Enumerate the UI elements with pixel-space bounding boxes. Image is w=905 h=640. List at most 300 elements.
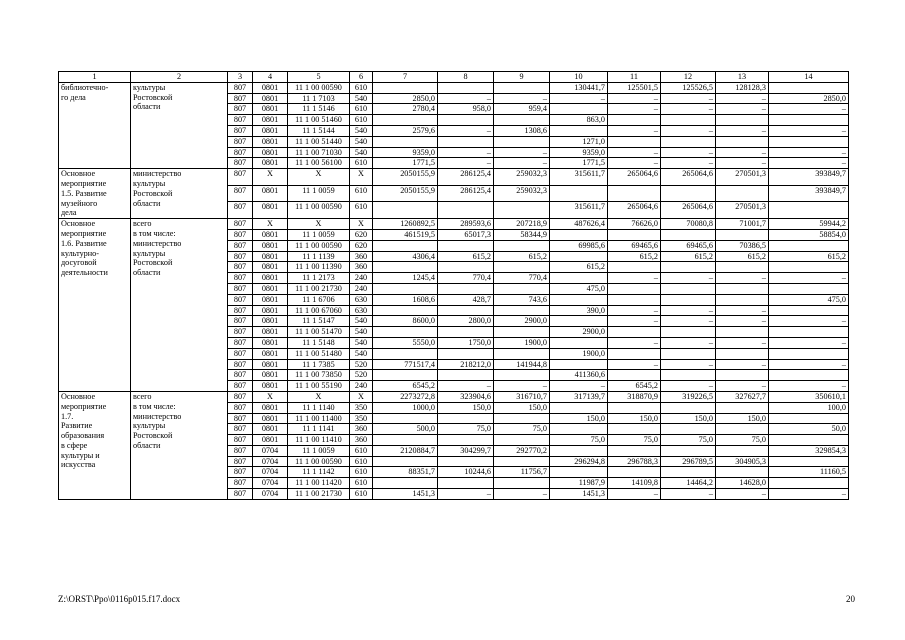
table-cell: 807 [228,413,253,424]
table-cell: 630 [350,294,373,305]
table-cell [438,240,494,251]
table-cell: 0801 [253,413,288,424]
table-cell [716,370,769,381]
table-cell: 360 [350,262,373,273]
table-cell [608,348,661,359]
executor-name: министерство культуры Ростовской области [133,169,182,208]
table-cell: 1900,0 [494,337,550,348]
table-cell: Х [288,219,350,230]
table-cell: 11 1 00 11420 [288,478,350,489]
table-cell: 807 [228,370,253,381]
table-cell: 1451,3 [550,489,608,500]
table-cell [550,424,608,435]
table-cell [769,82,849,93]
table-cell: 807 [228,93,253,104]
table-cell: – [769,316,849,327]
table-cell: – [661,337,716,348]
table-cell: 610 [350,467,373,478]
executor-name: всего в том числе: министерство культуры Ростовской области [133,219,182,278]
table-row [59,219,849,230]
table-cell: 11 1 00 71030 [288,147,350,158]
table-cell: 11 1 00 21730 [288,489,350,500]
table-cell: – [716,273,769,284]
table-cell: 540 [350,337,373,348]
column-number: 8 [438,72,494,83]
table-cell: 0801 [253,294,288,305]
table-cell [550,185,608,202]
table-cell: – [438,158,494,169]
table-cell: Х [253,169,288,186]
table-cell: 141944,8 [494,359,550,370]
table-cell: – [438,93,494,104]
table-cell: 265064,6 [661,202,716,219]
table-cell [661,136,716,147]
table-cell: 75,0 [494,424,550,435]
table-cell: 0801 [253,115,288,126]
table-cell: 807 [228,348,253,359]
table-cell [661,445,716,456]
table-cell: – [608,359,661,370]
table-cell [373,456,438,467]
table-cell [608,229,661,240]
table-cell: 615,2 [550,262,608,273]
table-cell: – [661,93,716,104]
table-cell: 0704 [253,456,288,467]
table-cell: 807 [228,305,253,316]
table-cell: 615,2 [438,251,494,262]
table-cell: 315611,7 [550,169,608,186]
table-cell: – [661,489,716,500]
table-cell [373,413,438,424]
table-cell: 0801 [253,402,288,413]
table-cell: – [438,489,494,500]
table-cell: 461519,5 [373,229,438,240]
table-cell: 14109,8 [608,478,661,489]
table-cell: – [608,93,661,104]
table-cell [494,435,550,446]
table-cell: – [769,359,849,370]
table-cell: 1608,6 [373,294,438,305]
table-cell [438,202,494,219]
table-cell [608,370,661,381]
table-cell: Х [350,219,373,230]
table-cell: 807 [228,169,253,186]
table-cell: 125501,5 [608,82,661,93]
table-cell [661,115,716,126]
table-cell: – [608,125,661,136]
table-cell: – [716,305,769,316]
table-cell: – [716,147,769,158]
table-cell: 11 1 1141 [288,424,350,435]
table-cell [608,262,661,273]
table-cell: 14628,0 [716,478,769,489]
table-cell: 265064,6 [608,169,661,186]
table-cell: 807 [228,381,253,392]
table-cell: – [494,158,550,169]
column-number: 4 [253,72,288,83]
table-cell: 5550,0 [373,337,438,348]
table-cell: 393849,7 [769,185,849,202]
table-cell: 520 [350,370,373,381]
column-number: 2 [131,72,228,83]
table-cell: 259032,3 [494,169,550,186]
table-cell: 240 [350,273,373,284]
table-cell: 0801 [253,147,288,158]
table-cell: 315611,7 [550,202,608,219]
table-cell [438,327,494,338]
table-cell: 11 1 00 00590 [288,202,350,219]
table-cell: 1245,4 [373,273,438,284]
table-cell: 0801 [253,435,288,446]
table-cell [373,202,438,219]
table-cell: – [608,104,661,115]
table-cell: – [769,104,849,115]
table-cell: 150,0 [494,402,550,413]
table-cell [550,104,608,115]
table-cell: 630 [350,305,373,316]
table-cell: 0801 [253,158,288,169]
table-cell: 360 [350,424,373,435]
table-cell: 1900,0 [550,348,608,359]
table-cell: 11 1 00 11400 [288,413,350,424]
column-number: 3 [228,72,253,83]
table-cell: 807 [228,337,253,348]
table-cell: 11756,7 [494,467,550,478]
table-cell: 610 [350,456,373,467]
table-cell: 11 1 2173 [288,273,350,284]
table-cell: 128128,3 [716,82,769,93]
table-cell: – [769,489,849,500]
table-cell: 807 [228,115,253,126]
table-cell: 10244,6 [438,467,494,478]
table-cell [494,262,550,273]
table-cell: 807 [228,402,253,413]
table-cell [661,262,716,273]
table-cell [769,202,849,219]
table-cell: 11 1 1139 [288,251,350,262]
table-cell: 807 [228,219,253,230]
table-cell: 770,4 [438,273,494,284]
table-cell: 304299,7 [438,445,494,456]
table-cell [608,115,661,126]
column-number: 13 [716,72,769,83]
table-cell: 0801 [253,125,288,136]
table-cell: 610 [350,478,373,489]
table-cell: 150,0 [716,413,769,424]
table-cell: 0801 [253,136,288,147]
table-cell [769,348,849,359]
table-cell: – [661,316,716,327]
table-cell: 807 [228,273,253,284]
table-cell [494,413,550,424]
table-cell: 14464,2 [661,478,716,489]
table-cell: 807 [228,359,253,370]
table-cell: 265064,6 [608,202,661,219]
table-cell [494,136,550,147]
table-cell [494,283,550,294]
executor-name: всего в том числе: министерство культуры Ростовской области [133,391,182,450]
table-cell: 1771,5 [550,158,608,169]
table-cell: – [438,147,494,158]
table-cell [373,240,438,251]
table-cell: 317139,7 [550,391,608,402]
measure-name-cell [59,219,131,392]
table-cell: 0801 [253,82,288,93]
table-cell: 11160,5 [769,467,849,478]
table-cell: 610 [350,82,373,93]
table-cell [373,348,438,359]
table-cell: 2900,0 [550,327,608,338]
table-cell [716,467,769,478]
table-cell [550,273,608,284]
table-cell: 125526,5 [661,82,716,93]
table-cell [769,370,849,381]
table-cell: 292770,2 [494,445,550,456]
table-cell [661,294,716,305]
measure-name-cell [59,391,131,499]
table-cell: 11 1 00 21730 [288,283,350,294]
table-cell [373,262,438,273]
table-cell [608,283,661,294]
table-cell: 615,2 [769,251,849,262]
table-cell: 610 [350,202,373,219]
table-cell [661,370,716,381]
table-cell: 540 [350,136,373,147]
table-cell [608,402,661,413]
table-cell [438,136,494,147]
executor-name-cell [131,391,228,499]
table-cell: 70386,5 [716,240,769,251]
table-cell: 770,4 [494,273,550,284]
table-cell: 958,0 [438,104,494,115]
table-cell: 393849,7 [769,169,849,186]
table-cell: – [769,158,849,169]
table-cell: 610 [350,115,373,126]
table-cell: 11 1 00 51440 [288,136,350,147]
table-cell [494,240,550,251]
table-cell: 0801 [253,104,288,115]
table-cell: 323904,6 [438,391,494,402]
table-cell [438,456,494,467]
table-cell [373,478,438,489]
table-cell: 540 [350,327,373,338]
table-cell: 0801 [253,305,288,316]
table-cell: 0801 [253,251,288,262]
table-cell: 540 [350,348,373,359]
table-cell: Х [288,169,350,186]
table-cell: 327627,7 [716,391,769,402]
table-cell: 360 [350,251,373,262]
table-cell: 11 1 00 51460 [288,115,350,126]
table-cell [550,294,608,305]
table-cell: 807 [228,478,253,489]
table-cell: 807 [228,456,253,467]
table-cell: – [550,381,608,392]
table-cell: – [661,147,716,158]
table-cell [494,327,550,338]
table-cell: 150,0 [661,413,716,424]
table-cell: 520 [350,359,373,370]
column-number: 6 [350,72,373,83]
table-cell: 11 1 1140 [288,402,350,413]
table-cell: 0801 [253,283,288,294]
table-cell: 11 1 0059 [288,229,350,240]
table-cell: 8600,0 [373,316,438,327]
table-cell: 11 1 00 11410 [288,435,350,446]
table-cell: 6545,2 [373,381,438,392]
table-cell: – [716,158,769,169]
table-cell [716,327,769,338]
table-cell [769,456,849,467]
table-cell: 11 1 00 00590 [288,82,350,93]
executor-name-cell [131,219,228,392]
table-cell [608,445,661,456]
table-cell: – [608,316,661,327]
table-cell: 76626,0 [608,219,661,230]
table-cell: 58854,0 [769,229,849,240]
table-cell: 0801 [253,337,288,348]
table-cell [769,327,849,338]
table-cell [716,115,769,126]
table-cell: 615,2 [716,251,769,262]
table-cell: 207218,9 [494,219,550,230]
table-cell: 807 [228,82,253,93]
table-cell [608,294,661,305]
table-cell: 50,0 [769,424,849,435]
table-cell: 150,0 [608,413,661,424]
table-cell: – [716,381,769,392]
table-cell: 75,0 [716,435,769,446]
column-number: 10 [550,72,608,83]
table-cell: – [716,125,769,136]
table-cell: 807 [228,467,253,478]
column-number-header-row [59,72,849,83]
table-cell: 100,0 [769,402,849,413]
table-cell [550,359,608,370]
measure-name: Основное мероприятие 1.6. Развитие культурно- досуговой деятельности [61,219,108,278]
table-row [59,82,849,93]
table-row [59,169,849,186]
table-cell: 2050155,9 [373,185,438,202]
table-cell: 11 1 00 67060 [288,305,350,316]
table-cell: – [769,337,849,348]
table-cell: 0704 [253,445,288,456]
table-cell: 11 1 00 11390 [288,262,350,273]
table-cell [373,305,438,316]
table-cell: 319226,5 [661,391,716,402]
table-cell [438,370,494,381]
table-cell: 2800,0 [438,316,494,327]
table-cell: – [494,93,550,104]
table-cell: 71001,7 [716,219,769,230]
table-cell: 0801 [253,240,288,251]
table-cell: 807 [228,158,253,169]
table-cell: 390,0 [550,305,608,316]
table-cell [550,251,608,262]
table-cell: 11 1 00 00590 [288,240,350,251]
table-cell: 240 [350,381,373,392]
table-cell [550,125,608,136]
table-cell: 296294,8 [550,456,608,467]
table-cell: – [716,337,769,348]
table-cell: – [438,381,494,392]
table-cell: Х [288,391,350,402]
table-cell: 807 [228,283,253,294]
executor-name-cell [131,82,228,168]
table-cell [769,305,849,316]
table-cell [550,402,608,413]
table-cell [661,229,716,240]
table-cell: 0704 [253,489,288,500]
table-cell: 743,6 [494,294,550,305]
table-cell: 0801 [253,229,288,240]
table-cell: – [550,93,608,104]
table-cell: 2050155,9 [373,169,438,186]
table-cell [494,115,550,126]
table-cell [373,283,438,294]
table-cell: 540 [350,125,373,136]
table-cell: – [608,273,661,284]
executor-name: культуры Ростовской области [133,82,173,112]
table-cell: – [716,489,769,500]
table-cell [716,185,769,202]
measure-name-cell [59,82,131,168]
table-cell: 240 [350,283,373,294]
table-cell: 1260892,5 [373,219,438,230]
table-cell: 1308,6 [494,125,550,136]
table-cell: 615,2 [494,251,550,262]
table-cell: 270501,3 [716,169,769,186]
table-cell: 130441,7 [550,82,608,93]
table-cell: 475,0 [769,294,849,305]
table-cell: 807 [228,294,253,305]
table-cell: – [769,273,849,284]
table-cell: 265064,6 [661,169,716,186]
table-cell: 75,0 [438,424,494,435]
table-cell: 9359,0 [373,147,438,158]
table-cell: – [661,305,716,316]
footer-file-path: Z:\ORST\Ppo\0116p015.f17.docx [58,594,181,604]
table-cell: 863,0 [550,115,608,126]
table-cell: 0801 [253,327,288,338]
table-cell [661,327,716,338]
table-cell: 807 [228,251,253,262]
table-cell: 350610,1 [769,391,849,402]
table-cell [550,229,608,240]
table-cell [661,348,716,359]
table-cell: – [438,125,494,136]
table-cell [438,283,494,294]
table-cell [494,348,550,359]
table-cell [716,294,769,305]
table-cell [373,136,438,147]
table-cell: – [608,147,661,158]
table-cell: 487626,4 [550,219,608,230]
table-cell: 318870,9 [608,391,661,402]
table-cell: 615,2 [608,251,661,262]
table-cell: 807 [228,489,253,500]
table-cell [661,402,716,413]
column-number: 12 [661,72,716,83]
table-cell: 11 1 7385 [288,359,350,370]
table-cell: 540 [350,93,373,104]
table-cell [608,185,661,202]
table-cell [550,316,608,327]
table-cell: 807 [228,147,253,158]
table-cell: 0801 [253,202,288,219]
table-cell: 2120884,7 [373,445,438,456]
table-cell: 0801 [253,185,288,202]
